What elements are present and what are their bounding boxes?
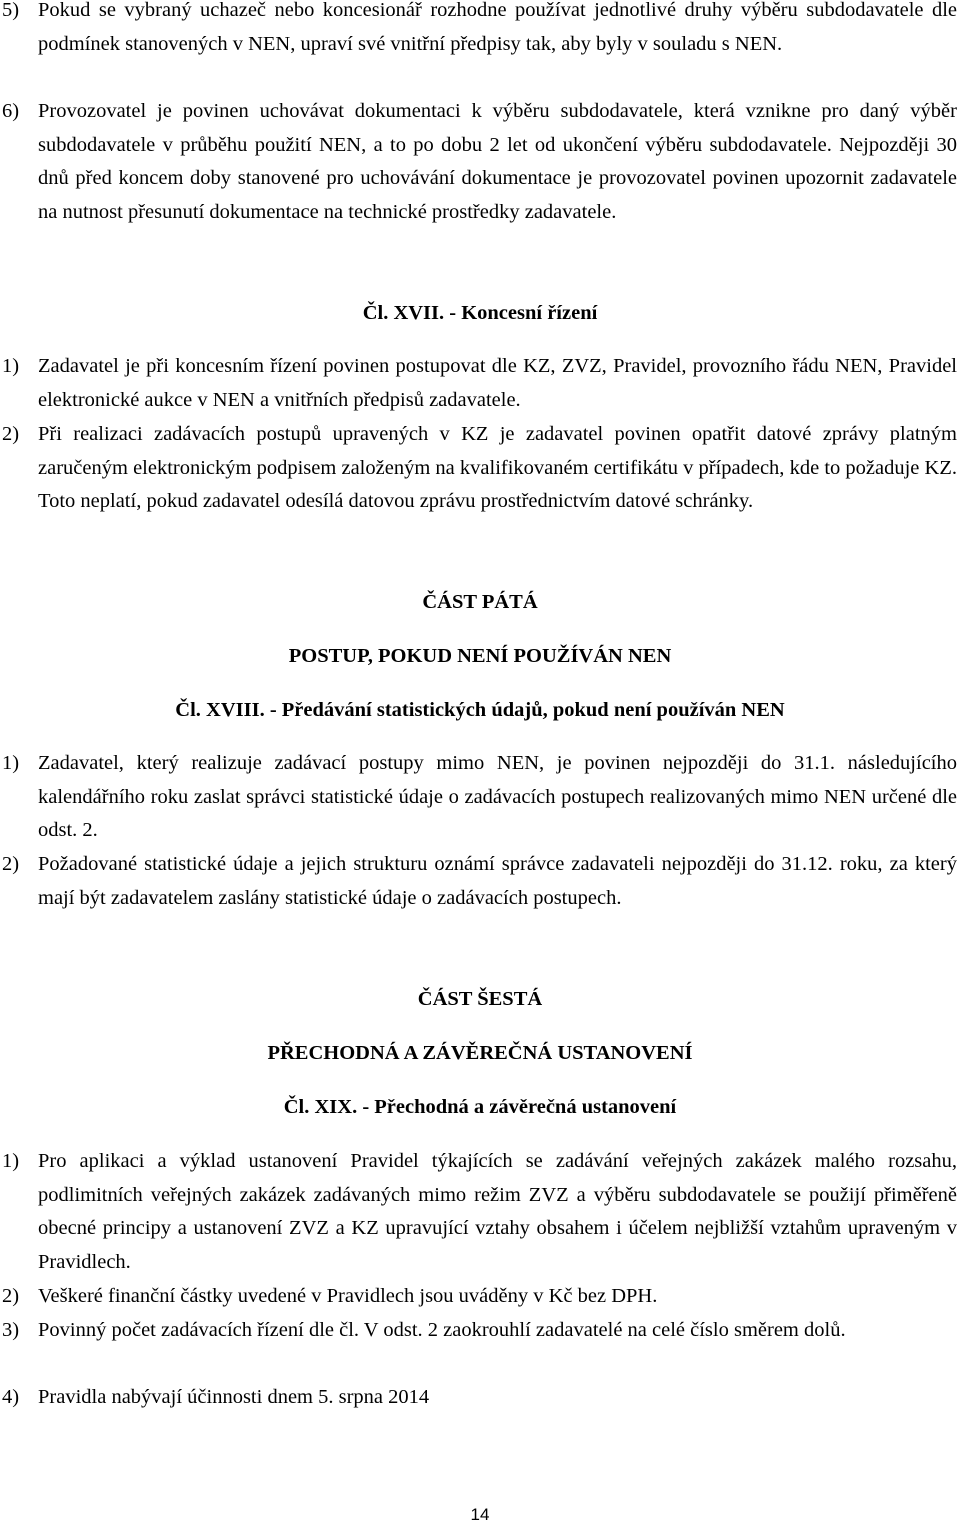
article-heading: Čl. XIX. - Přechodná a závěrečná ustanovení bbox=[283, 1096, 677, 1118]
list-item bbox=[0, 95, 957, 230]
list-item bbox=[0, 350, 957, 417]
list-item bbox=[0, 1381, 957, 1415]
article-heading: Čl. XVII. - Koncesní řízení bbox=[362, 302, 598, 324]
list-item bbox=[0, 1314, 957, 1348]
part-title: ČÁST ŠESTÁ bbox=[417, 988, 543, 1010]
article-heading: Čl. XVIII. - Předávání statistických údajů, pokud není používán NEN bbox=[175, 699, 785, 721]
item-text: Provozovatel je povinen uchovávat dokumentaci k výběru subdodavatele, která vznikne pro daný výběr subdodavatele v průběhu použití NEN, a to po dobu 2 let od ukončení výběru subdodavatele. Nejpozději 30 dnů před koncem doby stanovené pro uchovávání dokumentace je provozovatel povinen upozornit zadavatele na nutnost přesunutí dokumentace na technické prostředky zadavatele. bbox=[38, 100, 957, 224]
item-number: 6) bbox=[2, 100, 20, 122]
item-text: Pro aplikaci a výklad ustanovení Pravidel týkajících se zadávání veřejných zakázek malého rozsahu, podlimitních veřejných zakázek zadávaných mimo režim ZVZ a výběru subdodavatele se použijí přiměřeně obecné principy a ustanovení ZVZ a KZ upravující vztahy obsahem i účelem nejbližší vztahům upraveným v Pravidlech. bbox=[38, 1150, 957, 1274]
part-title: ČÁST PÁTÁ bbox=[422, 591, 538, 613]
item-number: 1) bbox=[2, 355, 20, 377]
item-text: Při realizaci zadávacích postupů upravených v KZ je zadavatel povinen opatřit datové zprávy platným zaručeným elektronickým podpisem založeným na kvalifikovaném certifikátu v případech, kde to požaduje KZ. Toto neplatí, pokud zadavatel odesílá datovou zprávu prostřednictvím datové schránky. bbox=[38, 423, 957, 513]
item-number: 3) bbox=[2, 1319, 20, 1341]
item-number: 5) bbox=[2, 0, 20, 21]
list-item bbox=[0, 1145, 957, 1280]
item-text: Veškeré finanční částky uvedené v Pravidlech jsou uváděny v Kč bez DPH. bbox=[38, 1285, 658, 1307]
list-item bbox=[0, 418, 957, 519]
list-item bbox=[0, 747, 957, 848]
item-text: Povinný počet zadávacích řízení dle čl. V odst. 2 zaokrouhlí zadavatelé na celé číslo směrem dolů. bbox=[38, 1319, 846, 1341]
list-item bbox=[0, 0, 957, 61]
item-number: 2) bbox=[2, 1285, 20, 1307]
item-number: 2) bbox=[2, 423, 20, 445]
part-subtitle: POSTUP, POKUD NENÍ POUŽÍVÁN NEN bbox=[288, 645, 672, 667]
item-number: 1) bbox=[2, 752, 20, 774]
page-number: 14 bbox=[470, 1505, 490, 1524]
item-text: Požadované statistické údaje a jejich strukturu oznámí správce zadavateli nejpozději do 31.12. roku, za který mají být zadavatelem zaslány statistické údaje o zadávacích postupech. bbox=[38, 853, 957, 909]
list-item bbox=[0, 848, 957, 915]
item-text: Pravidla nabývají účinnosti dnem 5. srpna 2014 bbox=[38, 1386, 430, 1408]
item-number: 2) bbox=[2, 853, 20, 875]
list-item bbox=[0, 1280, 957, 1314]
item-text: Zadavatel je při koncesním řízení povinen postupovat dle KZ, ZVZ, Pravidel, provozního řádu NEN, Pravidel elektronické aukce v NEN a vnitřních předpisů zadavatele. bbox=[38, 355, 957, 411]
item-number: 1) bbox=[2, 1150, 20, 1172]
item-text: Zadavatel, který realizuje zadávací postupy mimo NEN, je povinen nejpozději do 31.1. následujícího kalendářního roku zaslat správci statistické údaje o zadávacích postupech realizovaných mimo NEN určené dle odst. 2. bbox=[38, 752, 957, 842]
part-subtitle: PŘECHODNÁ A ZÁVĚREČNÁ USTANOVENÍ bbox=[267, 1042, 693, 1064]
item-text: Pokud se vybraný uchazeč nebo koncesionář rozhodne používat jednotlivé druhy výběru subdodavatele dle podmínek stanovených v NEN, upraví své vnitřní předpisy tak, aby byly v souladu s NEN. bbox=[38, 0, 957, 55]
item-number: 4) bbox=[2, 1386, 20, 1408]
